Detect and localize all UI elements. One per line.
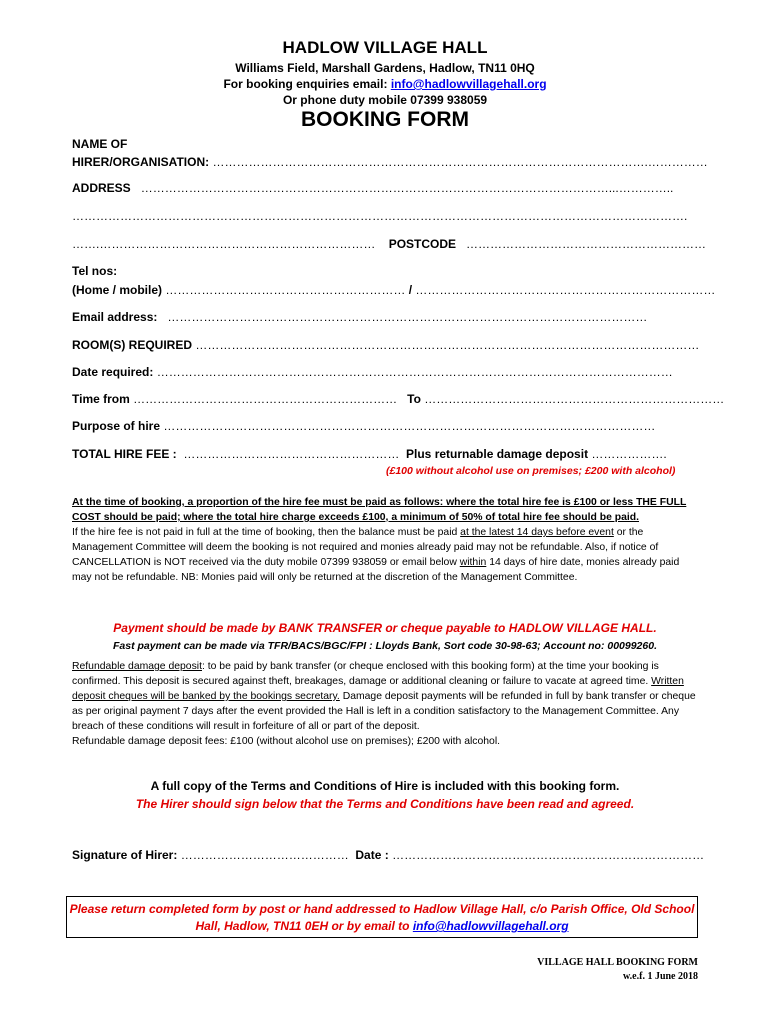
full-copy-note: A full copy of the Terms and Conditions of Hire is included with this booking form. <box>150 779 620 793</box>
tel-field <box>72 283 715 297</box>
enquiries-prefix: For booking enquiries email: <box>223 77 391 91</box>
tel-sub-label: (Home / mobile) <box>72 283 163 297</box>
purpose-field <box>72 419 655 433</box>
name-input-line[interactable]: ……………………………………………………………………………………………….…………… <box>212 155 708 169</box>
address-input-line-1[interactable]: ………………………………………………………………………………………………………...………….. <box>140 181 674 195</box>
balance-deadline: at the latest 14 days before event <box>460 527 614 538</box>
hall-title: HADLOW VILLAGE HALL <box>282 38 488 57</box>
email-input-line[interactable]: ………………………………………………………………………………………………………… <box>167 310 648 324</box>
name-field[interactable] <box>72 155 708 169</box>
booking-rule: At the time of booking, a proportion of the hire fee must be paid as follows: where the total hire fee is £100 or less THE FULL COST should be paid; where the total hire charge exceeds £100, a minimum of 50% of total hire fee should be paid. <box>72 497 687 523</box>
hirer-sign-note: The Hirer should sign below that the Terms and Conditions have been read and agreed. <box>135 797 635 811</box>
deposit-paragraph <box>72 659 696 749</box>
tel-label: Tel nos: <box>72 264 118 278</box>
time-from-input-line[interactable]: ………………………………………………………… <box>133 392 398 406</box>
time-to-input-line[interactable]: ………………………………………………………………… <box>424 392 725 406</box>
phone-line: Or phone duty mobile 07399 938059 <box>282 93 488 107</box>
signature-date-input-line[interactable]: …………………………………………………………………… <box>392 848 705 862</box>
deposit-text-2: Damage deposit payments will be refunded in full by bank transfer or cheque as per original payment 7 days after the event provided the Hall is left in a condition satisfactory to the Management Committee. Any breach of these conditions will result in forfeiture of all or part of the deposit. <box>72 691 696 732</box>
address-line-2-dots[interactable]: ………………………………………………………………………………………………………………………………………. <box>72 209 688 223</box>
deposit-input-line[interactable]: ………………. <box>591 447 667 461</box>
deposit-note: (£100 without alcohol use on premises; £200 with alcohol) <box>386 465 676 477</box>
address-label: ADDRESS <box>72 181 131 195</box>
time-field <box>72 392 724 406</box>
signature-input-line[interactable]: …………………………………… <box>180 848 349 862</box>
enquiries-line <box>0 77 770 91</box>
date-label: Date required: <box>72 365 154 379</box>
signature-label: Signature of Hirer: <box>72 848 178 862</box>
address-field[interactable] <box>72 181 673 195</box>
return-instructions-box <box>66 896 698 938</box>
date-field <box>72 365 673 379</box>
time-from-label: Time from <box>72 392 130 406</box>
balance-text-3: 14 days of hire date, monies already paid may not be refundable. NB: Monies paid will only be returned at the discretion of the Management Committee. <box>72 557 680 583</box>
tel-mobile-input-line[interactable]: ………………………………………………………………… <box>415 283 716 297</box>
deposit-text-1: : to be paid by bank transfer (or cheque enclosed with this booking form) at the time your booking is confirmed. This deposit is secured against theft, breakages, damage or additional cleaning or failure to vacate at agreed time. <box>72 661 659 687</box>
payment-method: Payment should be made by BANK TRANSFER or cheque payable to HADLOW VILLAGE HALL. <box>113 621 657 635</box>
tel-home-input-line[interactable]: …………………………………………………… <box>165 283 406 297</box>
signature-date-label: Date : <box>355 848 389 862</box>
total-fee-input-line[interactable]: ……………………………………………… <box>183 447 400 461</box>
time-to-label: To <box>407 392 421 406</box>
fast-payment-details: Fast payment can be made via TFR/BACS/BGC/FPI : Lloyds Bank, Sort code 30-98-63; Account no: 00099260. <box>112 640 657 652</box>
balance-text-1: If the hire fee is not paid in full at the time of booking, then the balance must be paid <box>72 527 461 538</box>
form-title: BOOKING FORM <box>301 108 469 131</box>
name-label: HIRER/ORGANISATION: <box>72 155 210 169</box>
address-input-line-2[interactable] <box>72 209 687 223</box>
total-fee-field <box>72 447 667 461</box>
date-input-line[interactable]: ………………………………………………………………………………………………………………… <box>156 365 673 379</box>
email-field <box>72 310 647 324</box>
balance-within: within <box>459 557 487 568</box>
rooms-label: ROOM(S) REQUIRED <box>72 338 192 352</box>
signature-row <box>72 848 704 862</box>
total-fee-label: TOTAL HIRE FEE : <box>72 447 177 461</box>
footer-effective-date: w.e.f. 1 June 2018 <box>623 971 698 982</box>
address-input-line-3[interactable]: …….…………………………………………………………… <box>72 237 376 251</box>
return-instructions-text: Please return completed form by post or hand addressed to Hadlow Village Hall, c/o Parish Office, Old School Hall, Hadlow, TN11 0EH or by email to <box>69 902 695 933</box>
balance-text-2: or the Management Committee will deem the booking is not required and monies already paid may not be refundable. Also, if notice of CANCELLATION is NOT received via the duty mobile 07399 938059 or email below <box>72 527 659 568</box>
deposit-cheques-note: Written deposit cheques will be banked by the bookings secretary. <box>72 676 684 702</box>
purpose-label: Purpose of hire <box>72 419 161 433</box>
postcode-input-line[interactable]: …………………………………………………… <box>466 237 707 251</box>
booking-terms-paragraph <box>72 495 696 585</box>
name-label-line1: NAME OF <box>72 137 128 151</box>
address-postcode-row <box>72 237 706 251</box>
return-email-link[interactable]: info@hadlowvillagehall.org <box>412 919 569 933</box>
purpose-input-line[interactable]: …………………………………………………………………………………………………………… <box>163 419 656 433</box>
rooms-field <box>72 338 699 352</box>
email-label: Email address: <box>72 310 158 324</box>
deposit-label: Plus returnable damage deposit <box>406 447 589 461</box>
rooms-input-line[interactable]: ……………………………………………………………………………………………………………… <box>195 338 700 352</box>
tel-separator: / <box>408 283 413 297</box>
footer-form-name: VILLAGE HALL BOOKING FORM <box>537 957 698 968</box>
deposit-heading: Refundable damage deposit <box>72 661 202 672</box>
hall-address: Williams Field, Marshall Gardens, Hadlow, TN11 0HQ <box>235 61 535 75</box>
postcode-label: POSTCODE <box>388 237 457 251</box>
deposit-fees: Refundable damage deposit fees: £100 (without alcohol use on premises); £200 with alcohol. <box>72 736 501 747</box>
enquiries-email-link[interactable]: info@hadlowvillagehall.org <box>390 77 547 91</box>
